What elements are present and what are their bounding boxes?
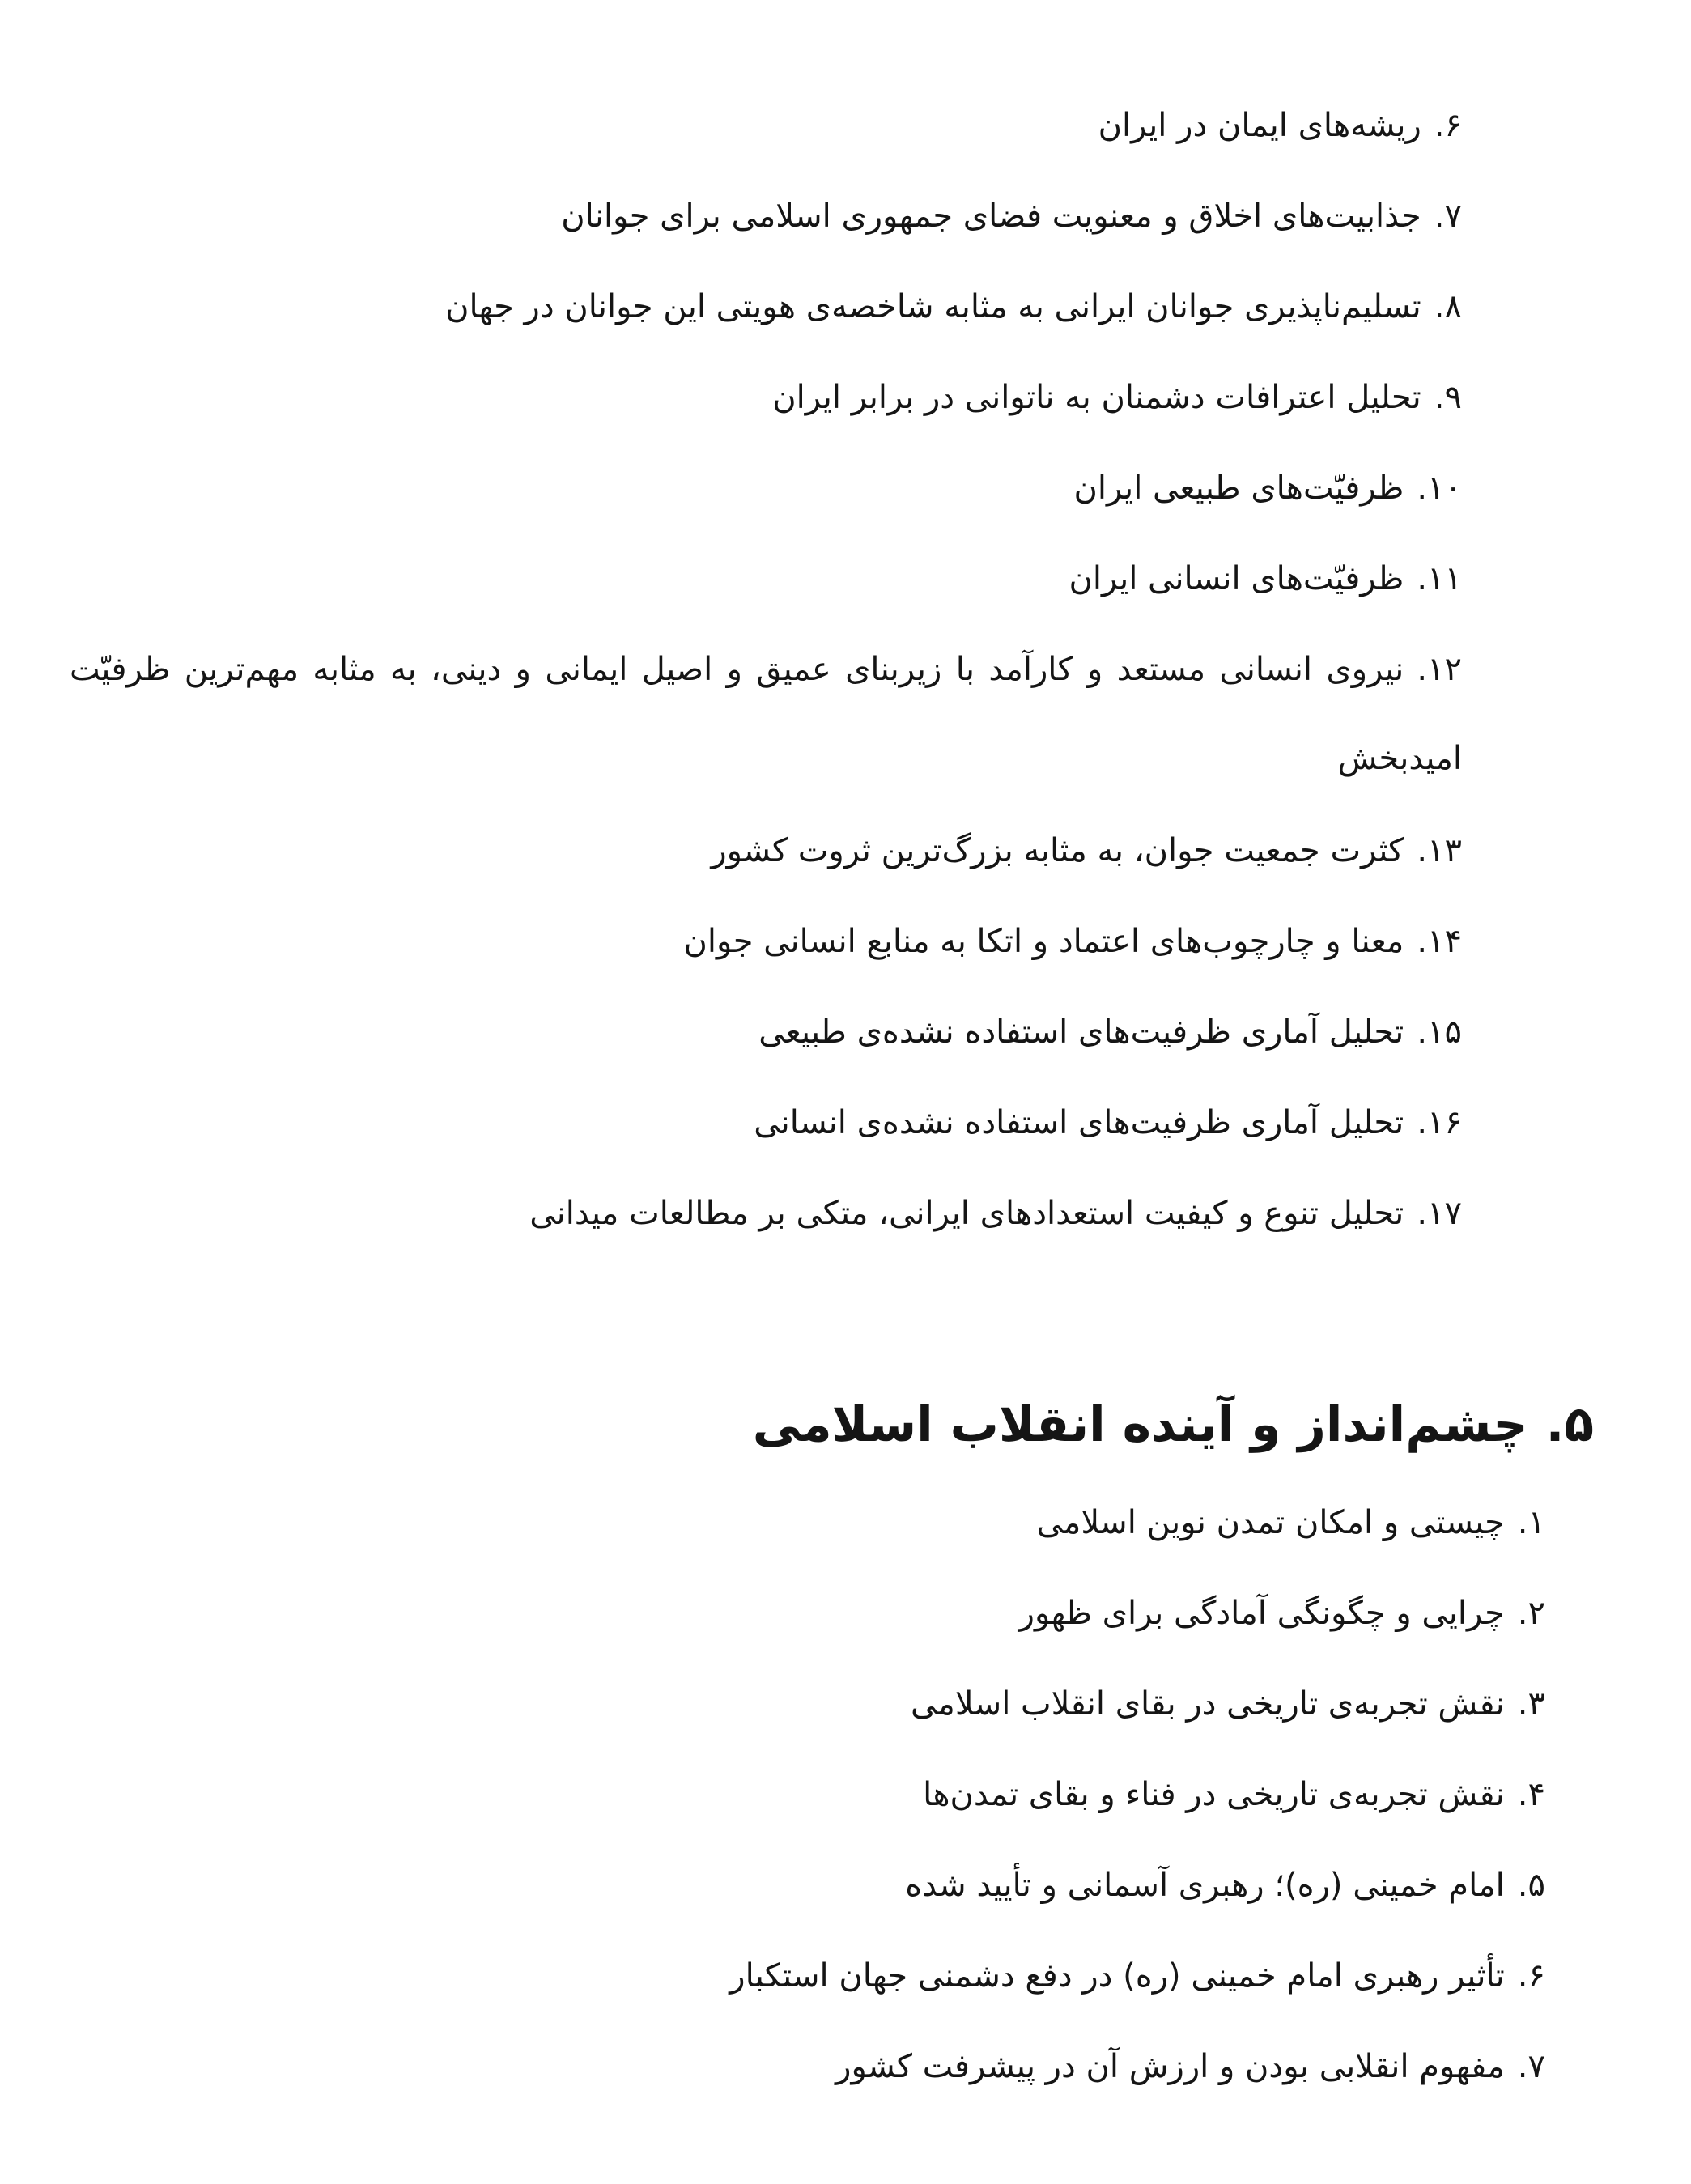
list-item xyxy=(835,2022,1545,2111)
item-number: ۱۶. xyxy=(1417,1104,1462,1141)
item-text: تأثیر رهبری امام خمینی (ره) در دفع دشمنی جهان استکبار xyxy=(729,1957,1505,1995)
list-item xyxy=(923,1750,1545,1839)
item-number: ۱۲. xyxy=(1417,651,1462,688)
list-item xyxy=(1019,1569,1545,1658)
item-number: ۱۳. xyxy=(1417,832,1462,869)
list-item xyxy=(70,625,1462,803)
item-text: ظرفیّت‌های طبیعی ایران xyxy=(1073,470,1404,507)
section-number: ۵. xyxy=(1545,1396,1594,1453)
list-item xyxy=(758,988,1462,1077)
item-text: نیروی انسانی مستعد و کارآمد با زیربنای عمیق و اصیل ایمانی و دینی، به مثابه مهم‌ترین ظرفیّت امیدبخش xyxy=(70,651,1462,777)
item-number: ۱۴. xyxy=(1417,923,1462,960)
list-item xyxy=(754,1078,1462,1167)
list-item xyxy=(1037,1478,1545,1567)
item-number: ۲. xyxy=(1517,1595,1545,1632)
list-item xyxy=(529,1169,1462,1258)
list-item xyxy=(772,353,1462,442)
item-number: ۱۰. xyxy=(1417,470,1462,507)
item-text: ریشه‌های ایمان در ایران xyxy=(1098,107,1421,144)
item-text: نقش تجربه‌ی تاریخی در بقای انقلاب اسلامی xyxy=(911,1685,1505,1723)
item-text: کثرت جمعیت جوان، به مثابه بزرگ‌ترین ثروت کشور xyxy=(711,832,1404,869)
item-text: مفهوم انقلابی بودن و ارزش آن در پیشرفت کشور xyxy=(835,2048,1505,2085)
item-number: ۱۷. xyxy=(1417,1195,1462,1232)
item-number: ۵. xyxy=(1517,1867,1545,1904)
item-number: ۴. xyxy=(1517,1776,1545,1813)
item-text: چرایی و چگونگی آمادگی برای ظهور xyxy=(1018,1595,1505,1632)
item-number: ۹. xyxy=(1434,379,1462,416)
list-item xyxy=(911,1659,1545,1748)
item-text: ظرفیّت‌های انسانی ایران xyxy=(1069,560,1404,597)
item-text: معنا و چارچوب‌های اعتماد و اتکا به منابع انسانی جوان xyxy=(683,923,1404,960)
section-heading xyxy=(753,1384,1594,1465)
item-number: ۷. xyxy=(1517,2048,1545,2085)
list-item xyxy=(729,1931,1545,2020)
item-number: ۳. xyxy=(1517,1685,1545,1723)
list-item xyxy=(1098,81,1462,170)
item-text: نقش تجربه‌ی تاریخی در فناء و بقای تمدن‌ها xyxy=(923,1776,1505,1813)
item-number: ۷. xyxy=(1434,198,1462,235)
item-number: ۱۱. xyxy=(1417,560,1462,597)
item-number: ۱۵. xyxy=(1417,1013,1462,1051)
list-item xyxy=(905,1841,1545,1930)
list-item xyxy=(1074,444,1463,533)
item-text: تحلیل آماری ظرفیت‌های استفاده نشده‌ی طبیعی xyxy=(758,1013,1404,1051)
list-item xyxy=(1069,534,1462,623)
item-number: ۱. xyxy=(1517,1504,1545,1541)
list-item xyxy=(445,262,1462,351)
item-text: امام خمینی (ره)؛ رهبری آسمانی و تأیید شده xyxy=(905,1867,1505,1904)
item-text: تحلیل آماری ظرفیت‌های استفاده نشده‌ی انسانی xyxy=(754,1104,1404,1141)
list-item xyxy=(684,897,1462,986)
item-text: جذابیت‌های اخلاق و معنویت فضای جمهوری اسلامی برای جوانان xyxy=(561,198,1421,235)
section-title: چشم‌انداز و آینده انقلاب اسلامی xyxy=(752,1396,1528,1453)
item-number: ۶. xyxy=(1434,107,1462,144)
item-number: ۸. xyxy=(1434,288,1462,325)
item-text: تحلیل اعترافات دشمنان به ناتوانی در برابر ایران xyxy=(772,379,1421,416)
list-item xyxy=(561,172,1462,261)
list-item xyxy=(711,806,1462,895)
item-text: تسلیم‌ناپذیری جوانان ایرانی به مثابه شاخصه‌ی هویتی این جوانان در جهان xyxy=(445,288,1421,325)
item-number: ۶. xyxy=(1517,1957,1545,1995)
item-text: تحلیل تنوع و کیفیت استعدادهای ایرانی، متکی بر مطالعات میدانی xyxy=(529,1195,1404,1232)
item-text: چیستی و امکان تمدن نوین اسلامی xyxy=(1036,1504,1505,1541)
